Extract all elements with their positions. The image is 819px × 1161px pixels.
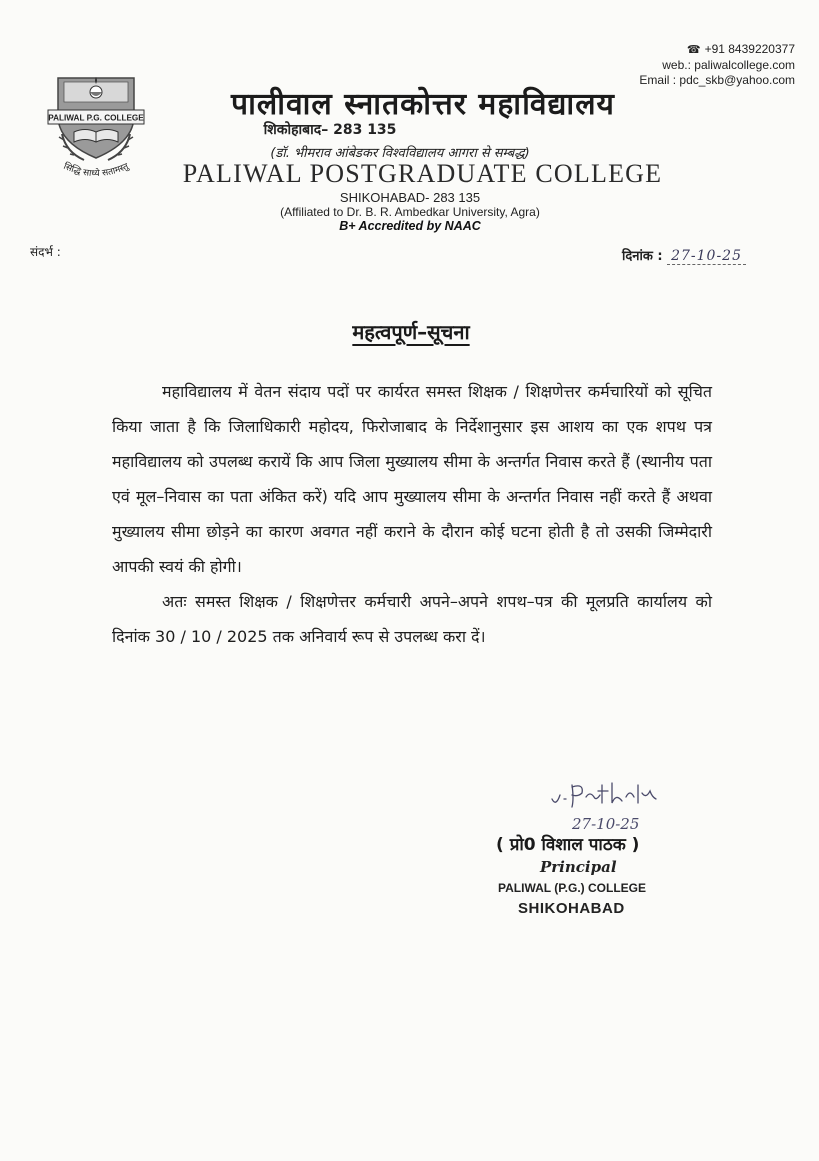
affiliation-hindi: (डॉ. भीमराव आंबेडकर विश्वविद्यालय आगरा से सम्बद्ध)	[270, 146, 530, 161]
college-city-english: SHIKOHABAD- 283 135	[339, 190, 481, 205]
logo-banner-text: PALIWAL P.G. COLLEGE	[48, 113, 144, 123]
date-label: दिनांक :	[622, 249, 663, 264]
telephone-icon: ☎	[686, 44, 701, 56]
handwritten-signature	[538, 777, 698, 837]
stamp-city: SHIKOHABAD	[518, 900, 625, 917]
reference-label: संदर्भ :	[30, 245, 61, 259]
college-logo	[44, 72, 148, 186]
college-name-english: PALIWAL POSTGRADUATE COLLEGE	[182, 159, 663, 188]
notice-paragraph: अतः समस्त शिक्षक / शिक्षणेत्तर कर्मचारी अपने–अपने शपथ–पत्र की मूलप्रति कार्यालय को दिनांक 30 / 10 / 2025 तक अनिवार्य रूप से उपलब्ध करा दें।	[112, 592, 712, 646]
college-name-hindi: पालीवाल स्नातकोत्तर महाविद्यालय	[231, 87, 615, 122]
phone-line: ☎ +91 8439220377	[686, 42, 795, 56]
notice-body	[112, 374, 712, 654]
notice-heading: महत्वपूर्ण–सूचना	[352, 320, 470, 344]
logo-motto: सिद्धि साध्ये सतामस्तु	[61, 161, 131, 180]
affiliation-english: (Affiliated to Dr. B. R. Ambedkar University, Agra)	[280, 205, 540, 219]
stamp-college: PALIWAL (P.G.) COLLEGE	[498, 881, 647, 895]
signatory-designation: Principal	[540, 858, 617, 876]
signature-date: 27-10-25	[572, 815, 640, 833]
date-value: 27-10-25	[667, 248, 746, 265]
naac-accreditation: B+ Accredited by NAAC	[339, 219, 481, 233]
college-city-hindi: शिकोहाबाद– 283 135	[263, 122, 397, 138]
email-line: Email : pdc_skb@yahoo.com	[639, 73, 795, 87]
website-line: web.: paliwalcollege.com	[662, 58, 795, 72]
date-row	[622, 246, 746, 264]
signatory-name: ( प्रो0 विशाल पाठक )	[496, 835, 640, 855]
notice-paragraph: महाविद्यालय में वेतन संदाय पदों पर कार्यरत समस्त शिक्षक / शिक्षणेत्तर कर्मचारियों को सूचित किया जाता है कि जिलाधिकारी महोदय, फिरोजाबाद के निर्देशानुसार इस आशय का एक शपथ पत्र महाविद्यालय को उपलब्ध करायें कि आप जिला मुख्यालय सीमा के अन्तर्गत निवास करते हैं (स्थानीय पता एवं मूल–निवास का पता अंकित करें) यदि आप मुख्यालय सीमा के अन्तर्गत निवास नहीं करते हैं अथवा मुख्यालय सीमा छोड़ने का कारण अवगत नहीं कराने के दौरान कोई घटना होती है तो उसकी जिम्मेदारी आपकी स्वयं की होगी।	[112, 382, 712, 576]
